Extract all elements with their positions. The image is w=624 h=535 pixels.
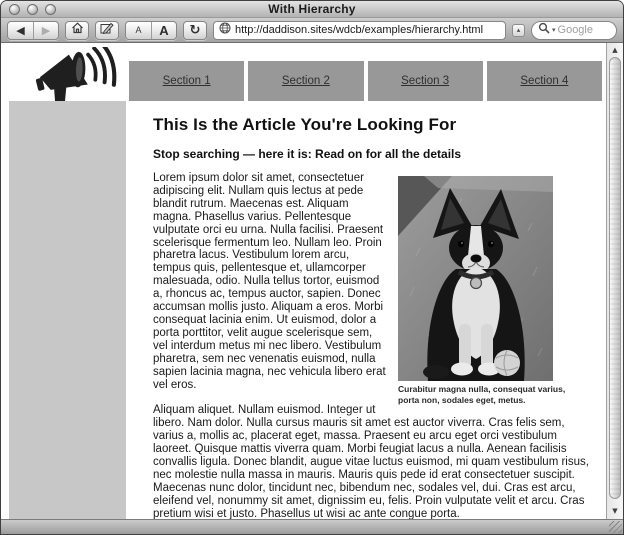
article-subheading: Stop searching — here it is: Read on for all the details: [153, 147, 462, 161]
tab-section-1[interactable]: [129, 61, 244, 101]
text-size-group: [125, 21, 177, 40]
window-title: With Hierarchy: [268, 2, 356, 16]
magnifier-icon: [538, 21, 550, 39]
page-layout: [1, 43, 606, 519]
resize-grip-icon[interactable]: [609, 521, 622, 533]
large-a-label: A: [159, 22, 169, 38]
back-forward-group: [7, 21, 59, 40]
forward-button[interactable]: [33, 22, 58, 39]
browser-toolbar: [1, 18, 623, 43]
page-pencil-icon: [100, 21, 114, 39]
title-bar: [1, 1, 623, 18]
window-bottom-bar: [1, 519, 623, 534]
autofill-button[interactable]: [95, 21, 119, 40]
forward-arrow-icon: ▶: [41, 23, 51, 37]
refresh-button[interactable]: [183, 21, 207, 40]
larger-text-button[interactable]: [151, 22, 176, 39]
article-heading: This Is the Article You're Looking For: [153, 115, 457, 134]
section-1-link[interactable]: Section 1: [162, 75, 211, 87]
section-nav: [129, 43, 602, 101]
section-2-link[interactable]: Section 2: [281, 75, 330, 87]
url-input[interactable]: [235, 24, 500, 36]
back-arrow-icon: ◀: [16, 23, 25, 37]
article: [129, 101, 602, 519]
back-button[interactable]: [8, 22, 33, 39]
tab-section-4[interactable]: [487, 61, 602, 101]
home-icon: [71, 21, 84, 39]
page-viewport: [1, 43, 623, 519]
search-dropdown-icon[interactable]: ▾: [552, 26, 556, 34]
corgi-photo: [398, 176, 566, 381]
small-a-label: A: [135, 25, 142, 35]
google-search-field[interactable]: [531, 21, 617, 40]
smaller-text-button[interactable]: [126, 22, 151, 39]
article-paragraph-2: Aliquam aliquet. Nullam euismod. Integer ut libero. Nam dolor. Nulla cursus mauris sit amet est auctor viverra. Cras felis sem, varius a, mollis ac, placerat eget, massa. Praesent eu arcu eget orci vestibulum laoreet. Quisque mattis viverra quam. Morbi feugiat lacus a nulla. Aenean facilisis convallis ligula. Donec blandit, augue vitae luctus euismod, mi quam vestibulum risus, nec molestie nulla massa in mauris. Mauris quis pede id erat consectetuer suscipit. Maecenas nunc dolor, tincidunt nec, bibendum nec, sodales vel, dui. Cras est arcu, eleifend vel, nonummy sit amet, dignissim eu, felis. Proin vulputate velit et arcu. Cras pretium wisi et justo. Phasellus ut wisi ac ante congue porta.: [153, 404, 589, 519]
section-3-link[interactable]: Section 3: [401, 75, 450, 87]
globe-icon: [219, 21, 231, 39]
scroll-down-arrow-icon[interactable]: ▼: [612, 507, 618, 515]
toolbar-nub-button[interactable]: ▴: [512, 24, 525, 37]
scroll-up-arrow-icon[interactable]: ▲: [612, 46, 618, 54]
article-paragraph-1: Lorem ipsum dolor sit amet, consectetuer adipiscing elit. Nullam quis lectus at pede blandit rutrum. Maecenas est. Aliquam magna. Phasellus varius. Pellentesque vulputate orci eu urna. Nulla facilisi. Praesent scelerisque fermentum leo. Nullam leo. Proin pharetra lacus. Vestibulum lorem arcu, tempus quis, pellentesque et, ullamcorper malesuada, odio. Nulla tellus tortor, euismod a, rhoncus ac, tempus auctor, sapien. Donec accumsan mollis justo. Aliquam a eros. Morbi consequat lacinia enim. Ut euismod, dolor a porta porttitor, velit augue scelerisque sem, vel interdum metus mi nec libero. Vestibulum pharetra, sem nec venenatis euismod, nulla sapien lacinia magna, nec vehicula libero erat vel eros.: [153, 172, 386, 391]
search-input[interactable]: [558, 24, 610, 36]
site-logo: [9, 43, 126, 101]
scrollbar-thumb[interactable]: [609, 57, 621, 499]
home-button[interactable]: [65, 21, 89, 40]
tab-section-3[interactable]: [368, 61, 483, 101]
vertical-scrollbar[interactable]: [606, 43, 623, 519]
article-figure: [398, 176, 566, 405]
sidebar: [9, 101, 126, 519]
tab-section-2[interactable]: [248, 61, 363, 101]
address-bar[interactable]: [213, 21, 506, 40]
section-4-link[interactable]: Section 4: [520, 75, 569, 87]
refresh-icon: ↻: [189, 22, 201, 38]
photo-caption: Curabitur magna nulla, consequat varius, porta non, sodales eget, metus.: [398, 384, 566, 405]
